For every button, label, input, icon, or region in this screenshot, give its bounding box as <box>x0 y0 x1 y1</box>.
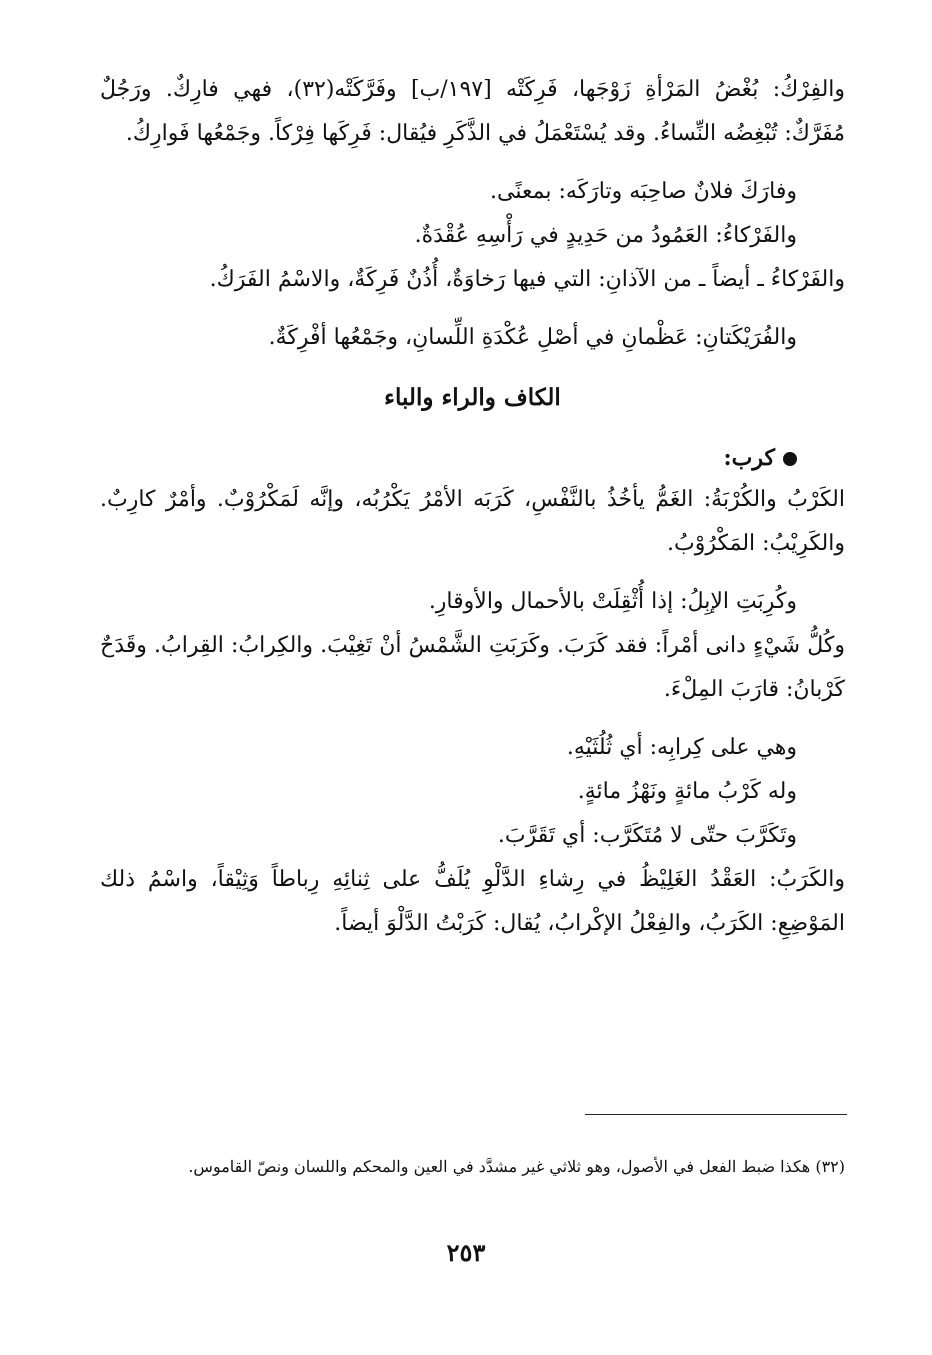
entry-label: كرب: <box>723 445 775 471</box>
paragraph-faraka: وفارَكَ فلانٌ صاحِبَه وتارَكَه: بمعنًى. <box>490 179 797 204</box>
bullet-icon <box>783 452 797 466</box>
paragraph-kull-shay: وكُلُّ شَيْءٍ دانى أمْراً: فقد كَرَبَ. وكَرَبَتِ الشَّمْسُ أنْ تَغِيْبَ. والكِرابُ: القِرابُ. وقَدَحٌ كَرْبانُ: قارَبَ المِلْءَ. <box>100 633 845 702</box>
paragraph-karb-mi-a: وله كَرْبُ مائةٍ ونَهْزُ مائةٍ. <box>577 779 797 804</box>
paragraph-farka-ears: والفَرْكاءُ ـ أيضاً ـ من الآذانِ: التي فيها رَخاوَةٌ، أُذُنٌ فَرِكَةٌ، والاسْمُ الفَرَكُ. <box>209 267 845 292</box>
paragraph-farka-column: والفَرْكاءُ: العَمُودُ من حَدِيدٍ في رَأْسِهِ عُقْدَةٌ. <box>414 223 797 248</box>
footnote-divider <box>585 1114 847 1115</box>
entry-header <box>100 438 845 478</box>
paragraph-takarrab: وتَكَرَّبَ حتّى لا مُتَكَرَّب: أي تَقَرَّبَ. <box>497 823 797 848</box>
paragraph-firk: والفِرْكُ: بُغْضُ المَرْأةِ زَوْجَها، فَرِكَتْه [١٩٧/ب] وفَرَّكَتْه(٣٢)، فهي فارِكٌ. ورَجُلٌ مُفَرَّكٌ: تُبْغِضُه النِّساءُ. وقد يُسْتَعْمَلُ في الذَّكَرِ فيُقال: فَرِكَها فِرْكاً. وجَمْعُها فَوارِكُ. <box>100 77 846 146</box>
page-body <box>100 68 845 946</box>
paragraph-kuribat: وكُرِبَتِ الإبِلُ: إذا أُثْقِلَتْ بالأحمال والأوقارِ. <box>428 589 797 614</box>
paragraph-fureikatan: والفُرَيْكَتانِ: عَظْمانِ في أصْلِ عُكْدَةِ اللِّسانِ، وجَمْعُها أفْرِكَةٌ. <box>268 325 797 350</box>
footnote: (٣٢) هكذا ضبط الفعل في الأصول، وهو ثلاثي غير مشدَّد في العين والمحكم واللسان ونصّ القاموس. <box>188 1157 845 1176</box>
section-heading: الكاف والراء والباء <box>384 384 561 411</box>
paragraph-kirabih: وهي على كِرابِه: أي ثُلُثَيْهِ. <box>566 735 797 760</box>
paragraph-karb: الكَرْبُ والكُرْبَةُ: الغَمُّ يأخُذُ بالنَّفْسِ، كَرَبَه الأمْرُ يَكْرُبُه، وإنَّه لَمَكْرُوْبٌ. وأمْرٌ كارِبٌ. والكَرِيْبُ: المَكْرُوْبُ. <box>100 487 845 556</box>
paragraph-karab-knot: والكَرَبُ: العَقْدُ الغَلِيْظُ في رِشاءِ الدَّلْوِ يُلَفُّ على ثِنائِهِ رِباطاً وَثِيْقاً، واسْمُ ذلك المَوْضِعِ: الكَرَبُ، والفِعْلُ الإكْرابُ، يُقال: كَرَبْتُ الدَّلْوَ أيضاً. <box>100 867 845 936</box>
page-number: ٢٥٣ <box>446 1238 486 1267</box>
